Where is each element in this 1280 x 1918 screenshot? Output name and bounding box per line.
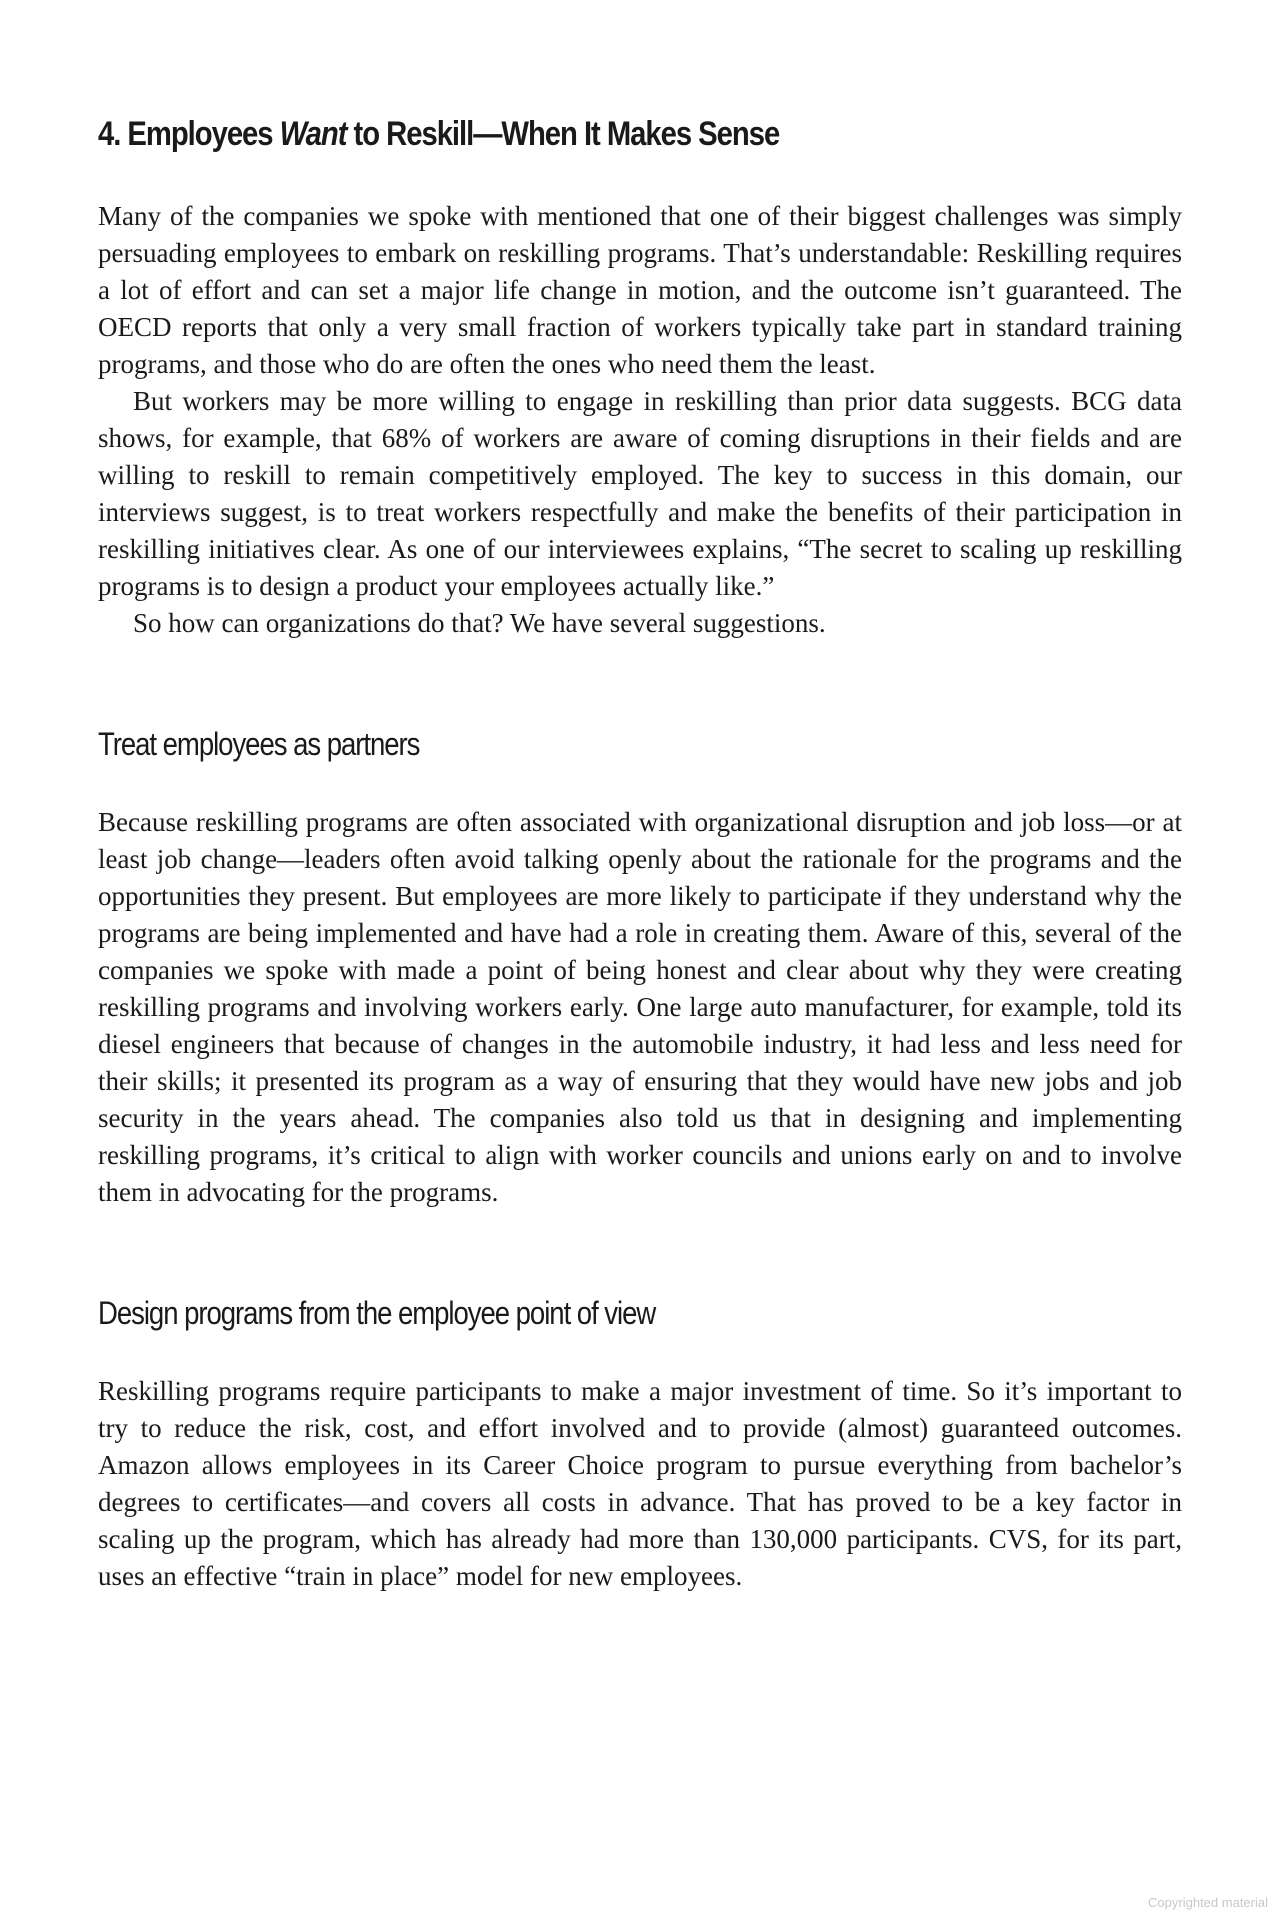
paragraph: Many of the companies we spoke with mentioned that one of their biggest challenges was simply persuading employees to embark on reskilling programs. That’s understandable: Reskilling requires a lot of effort and can set a major life change in motion, and the outcome isn’t guaranteed. The OECD reports that only a very small fraction of workers typically take part in standard training programs, and those who do are often the ones who need them the least. [98, 201, 1182, 379]
section-heading-employees-want-to-reskill [98, 112, 1030, 156]
heading-prefix: 4. Employees [98, 115, 280, 153]
copyright-watermark: Copyrighted material [1148, 1895, 1268, 1910]
heading-suffix: to Reskill—When It Makes Sense [346, 115, 780, 153]
subheading-treat-employees-as-partners: Treat employees as partners [98, 726, 420, 762]
paragraph: So how can organizations do that? We have several suggestions. [133, 608, 826, 638]
heading-emphasis: Want [279, 115, 347, 153]
paragraph: But workers may be more willing to engage in reskilling than prior data suggests. BCG data shows, for example, that 68% of workers are aware of coming disruptions in their fields and are willing to reskill to remain competitively employed. The key to success in this domain, our interviews suggest, is to treat workers respectfully and make the benefits of their participation in reskilling initiatives clear. As one of our interviewees explains, “The secret to scaling up reskilling programs is to design a product your employees actually like.” [98, 386, 1182, 601]
document-page [98, 112, 1182, 1595]
paragraph: Because reskilling programs are often associated with organizational disruption and job loss—or at least job change—leaders often avoid talking openly about the rationale for the programs and the opportunities they present. But employees are more likely to participate if they understand why the programs are being implemented and have had a role in creating them. Aware of this, several of the companies we spoke with made a point of being honest and clear about why they were creating reskilling programs and involving workers early. One large auto manufacturer, for example, told its diesel engineers that because of changes in the automobile industry, it had less and less need for their skills; it presented its program as a way of ensuring that they would have new jobs and job security in the years ahead. The companies also told us that in designing and implementing reskilling programs, it’s critical to align with worker councils and unions early on and to involve them in advocating for the programs. [98, 807, 1182, 1207]
paragraph: Reskilling programs require participants to make a major investment of time. So it’s important to try to reduce the risk, cost, and effort involved and to provide (almost) guaranteed outcomes. Amazon allows employees in its Career Choice program to pursue everything from bachelor’s degrees to certificates—and covers all costs in advance. That has proved to be a key factor in scaling up the program, which has already had more than 130,000 participants. CVS, for its part, uses an effective “train in place” model for new employees. [98, 1376, 1182, 1591]
subheading-design-programs-employee-view: Design programs from the employee point of view [98, 1295, 656, 1331]
